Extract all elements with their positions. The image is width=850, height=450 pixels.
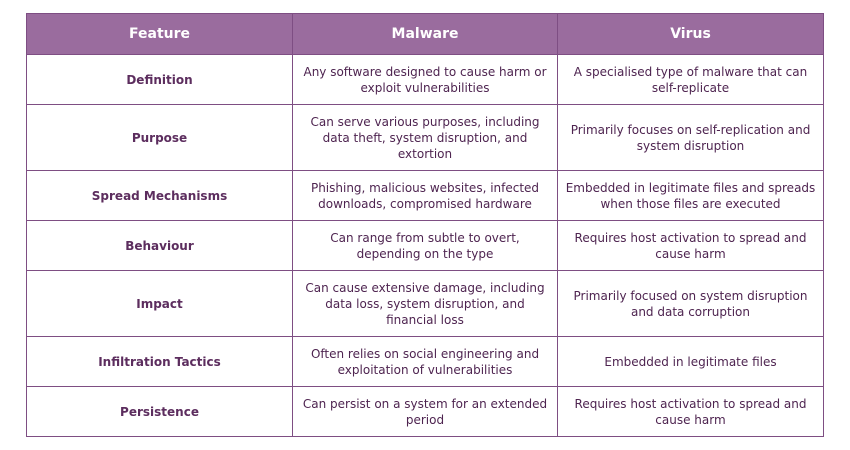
row-malware-cell: Phishing, malicious websites, infected downloads, compromised hardware <box>293 171 558 221</box>
row-virus-cell: Requires host activation to spread and cause harm <box>558 221 824 271</box>
table-row <box>27 271 824 337</box>
row-virus-cell: Requires host activation to spread and cause harm <box>558 387 824 437</box>
row-malware-cell: Can cause extensive damage, including data loss, system disruption, and financial loss <box>293 271 558 337</box>
row-virus-cell: A specialised type of malware that can self-replicate <box>558 55 824 105</box>
row-virus-cell: Embedded in legitimate files and spreads when those files are executed <box>558 171 824 221</box>
row-feature-cell: Definition <box>27 55 293 105</box>
malware-vs-virus-table <box>26 13 824 437</box>
row-malware-cell: Can persist on a system for an extended period <box>293 387 558 437</box>
row-feature-cell: Persistence <box>27 387 293 437</box>
row-feature-cell: Behaviour <box>27 221 293 271</box>
row-feature-cell: Impact <box>27 271 293 337</box>
header-malware: Malware <box>293 14 558 55</box>
row-malware-cell: Can range from subtle to overt, depending on the type <box>293 221 558 271</box>
table-row <box>27 221 824 271</box>
row-virus-cell: Primarily focused on system disruption and data corruption <box>558 271 824 337</box>
row-malware-cell: Can serve various purposes, including data theft, system disruption, and extortion <box>293 105 558 171</box>
comparison-table-container <box>26 13 823 437</box>
header-feature: Feature <box>27 14 293 55</box>
table-row <box>27 55 824 105</box>
table-row <box>27 105 824 171</box>
table-header-row <box>27 14 824 55</box>
row-feature-cell: Spread Mechanisms <box>27 171 293 221</box>
row-malware-cell: Any software designed to cause harm or exploit vulnerabilities <box>293 55 558 105</box>
row-virus-cell: Primarily focuses on self-replication and system disruption <box>558 105 824 171</box>
row-malware-cell: Often relies on social engineering and exploitation of vulnerabilities <box>293 337 558 387</box>
table-row <box>27 337 824 387</box>
row-feature-cell: Purpose <box>27 105 293 171</box>
table-row <box>27 171 824 221</box>
row-feature-cell: Infiltration Tactics <box>27 337 293 387</box>
header-virus: Virus <box>558 14 824 55</box>
table-row <box>27 387 824 437</box>
row-virus-cell: Embedded in legitimate files <box>558 337 824 387</box>
